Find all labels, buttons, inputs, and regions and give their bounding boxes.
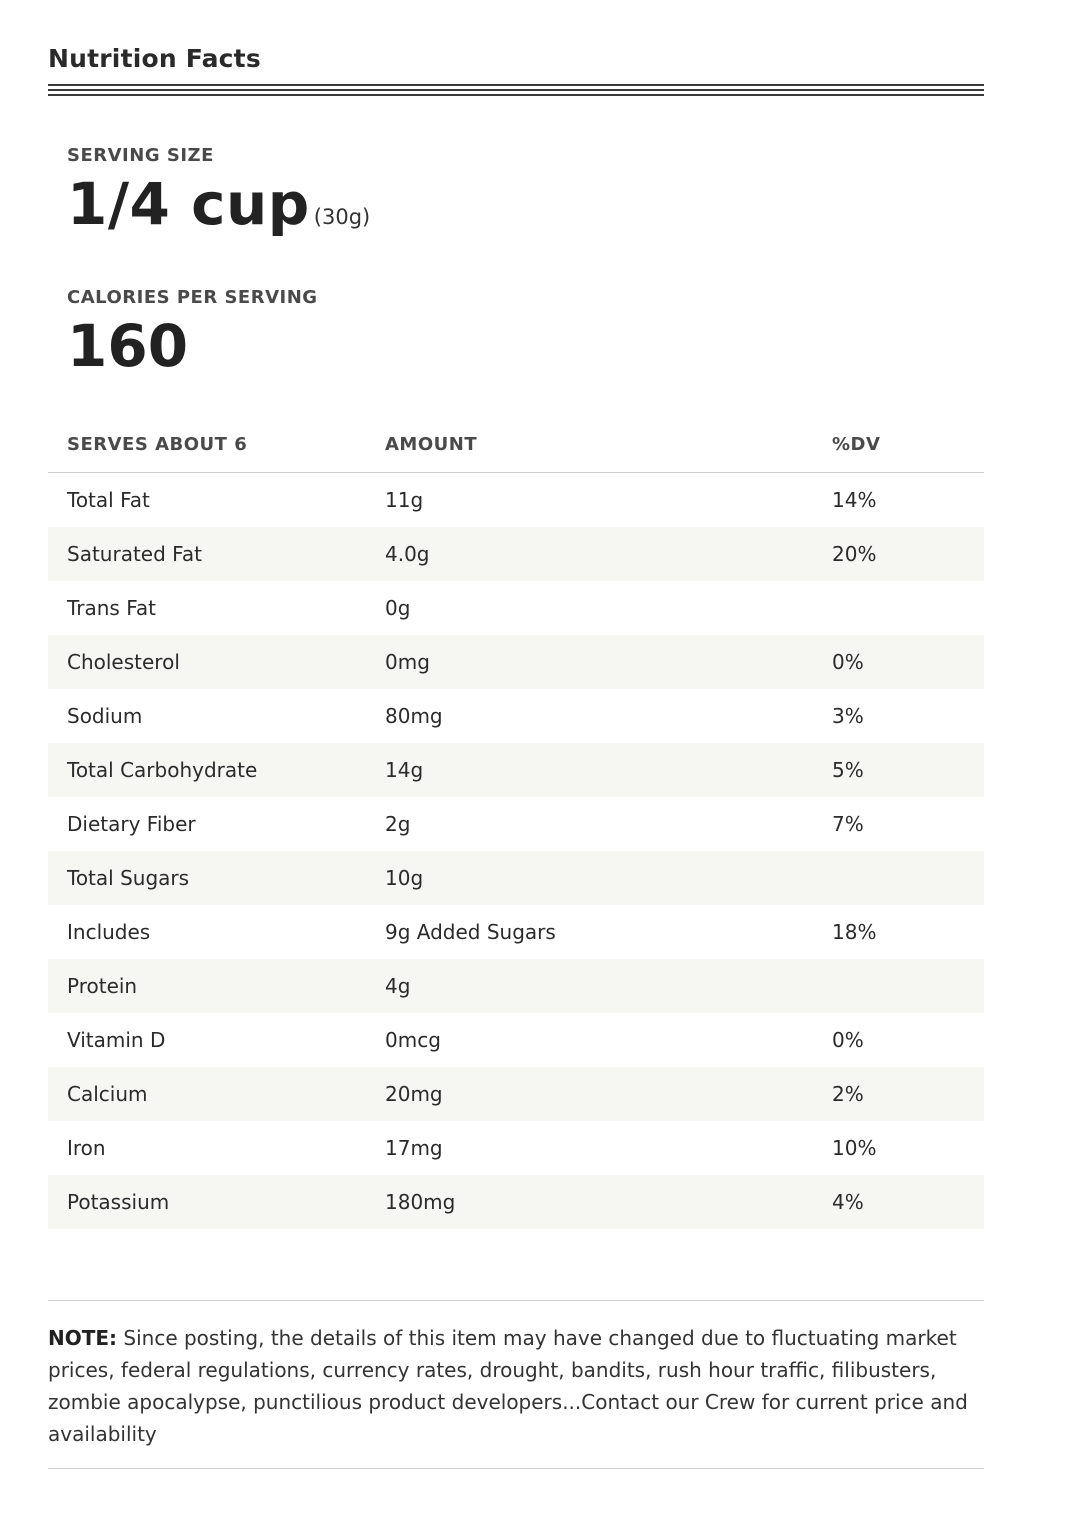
- table-row: [48, 905, 984, 959]
- nutrient-amount: 180mg: [385, 1190, 456, 1214]
- calories-label: CALORIES PER SERVING: [67, 287, 318, 308]
- table-row: [48, 1013, 984, 1067]
- nutrient-amount: 4g: [385, 974, 411, 998]
- nutrient-name: Saturated Fat: [67, 542, 202, 566]
- nutrient-name: Total Carbohydrate: [67, 758, 258, 782]
- table-header: [48, 416, 984, 473]
- nutrient-dv: 3%: [832, 704, 864, 728]
- nutrient-amount: 17mg: [385, 1136, 443, 1160]
- table-row: [48, 1175, 984, 1229]
- nutrient-amount: 0mg: [385, 650, 430, 674]
- nutrient-name: Vitamin D: [67, 1028, 166, 1052]
- table-row: [48, 1067, 984, 1121]
- table-row: [48, 689, 984, 743]
- note-divider-top: [48, 1300, 984, 1301]
- nutrient-dv: 2%: [832, 1082, 864, 1106]
- nutrient-dv: 5%: [832, 758, 864, 782]
- nutrient-dv: 18%: [832, 920, 877, 944]
- nutrient-name: Cholesterol: [67, 650, 180, 674]
- divider-line: [48, 94, 984, 96]
- nutrient-amount: 80mg: [385, 704, 443, 728]
- table-row: [48, 743, 984, 797]
- page-title: Nutrition Facts: [48, 44, 261, 73]
- table-row: [48, 959, 984, 1013]
- table-row: [48, 527, 984, 581]
- nutrient-amount: 14g: [385, 758, 424, 782]
- note-divider-bottom: [48, 1468, 984, 1469]
- header-dv: %DV: [832, 433, 881, 455]
- nutrient-amount: 11g: [385, 488, 424, 512]
- nutrient-name: Trans Fat: [67, 596, 156, 620]
- nutrient-amount: 9g Added Sugars: [385, 920, 556, 944]
- nutrient-amount: 0mcg: [385, 1028, 441, 1052]
- nutrient-dv: 10%: [832, 1136, 877, 1160]
- serving-size-label: SERVING SIZE: [67, 145, 214, 166]
- header-serves: SERVES ABOUT 6: [67, 433, 248, 455]
- note-label: NOTE:: [48, 1326, 118, 1350]
- nutrient-amount: 2g: [385, 812, 411, 836]
- table-row: [48, 473, 984, 527]
- nutrition-table: [48, 416, 984, 1229]
- nutrient-name: Protein: [67, 974, 138, 998]
- nutrient-amount: 4.0g: [385, 542, 430, 566]
- nutrient-amount: 20mg: [385, 1082, 443, 1106]
- table-row: [48, 1121, 984, 1175]
- divider-line: [48, 84, 984, 86]
- table-row: [48, 581, 984, 635]
- nutrient-name: Sodium: [67, 704, 143, 728]
- nutrient-dv: 20%: [832, 542, 877, 566]
- header-amount: AMOUNT: [385, 433, 478, 455]
- nutrient-name: Dietary Fiber: [67, 812, 196, 836]
- nutrient-name: Total Sugars: [67, 866, 190, 890]
- calories-value: 160: [67, 312, 189, 380]
- nutrient-name: Total Fat: [67, 488, 150, 512]
- nutrient-dv: 0%: [832, 1028, 864, 1052]
- table-row: [48, 851, 984, 905]
- nutrient-name: Includes: [67, 920, 151, 944]
- note-text: Since posting, the details of this item may have changed due to fluctuating market prices, federal regulations, currency rates, drought, bandits, rush hour traffic, filibusters, zombie apocalypse, punctilious product developers...Contact our Crew for current price and availability: [48, 1326, 968, 1446]
- nutrient-dv: 4%: [832, 1190, 864, 1214]
- nutrient-dv: 7%: [832, 812, 864, 836]
- nutrient-amount: 0g: [385, 596, 411, 620]
- nutrient-amount: 10g: [385, 866, 424, 890]
- title-divider: [48, 84, 984, 99]
- table-row: [48, 797, 984, 851]
- table-row: [48, 635, 984, 689]
- serving-size-value: [67, 170, 370, 238]
- serving-size-grams: (30g): [313, 205, 371, 229]
- nutrient-name: Iron: [67, 1136, 106, 1160]
- nutrient-dv: 14%: [832, 488, 877, 512]
- nutrient-name: Calcium: [67, 1082, 148, 1106]
- disclaimer-note: [48, 1322, 984, 1450]
- serving-size-amount: 1/4 cup: [67, 170, 310, 238]
- divider-line: [48, 89, 984, 91]
- nutrient-name: Potassium: [67, 1190, 170, 1214]
- nutrient-dv: 0%: [832, 650, 864, 674]
